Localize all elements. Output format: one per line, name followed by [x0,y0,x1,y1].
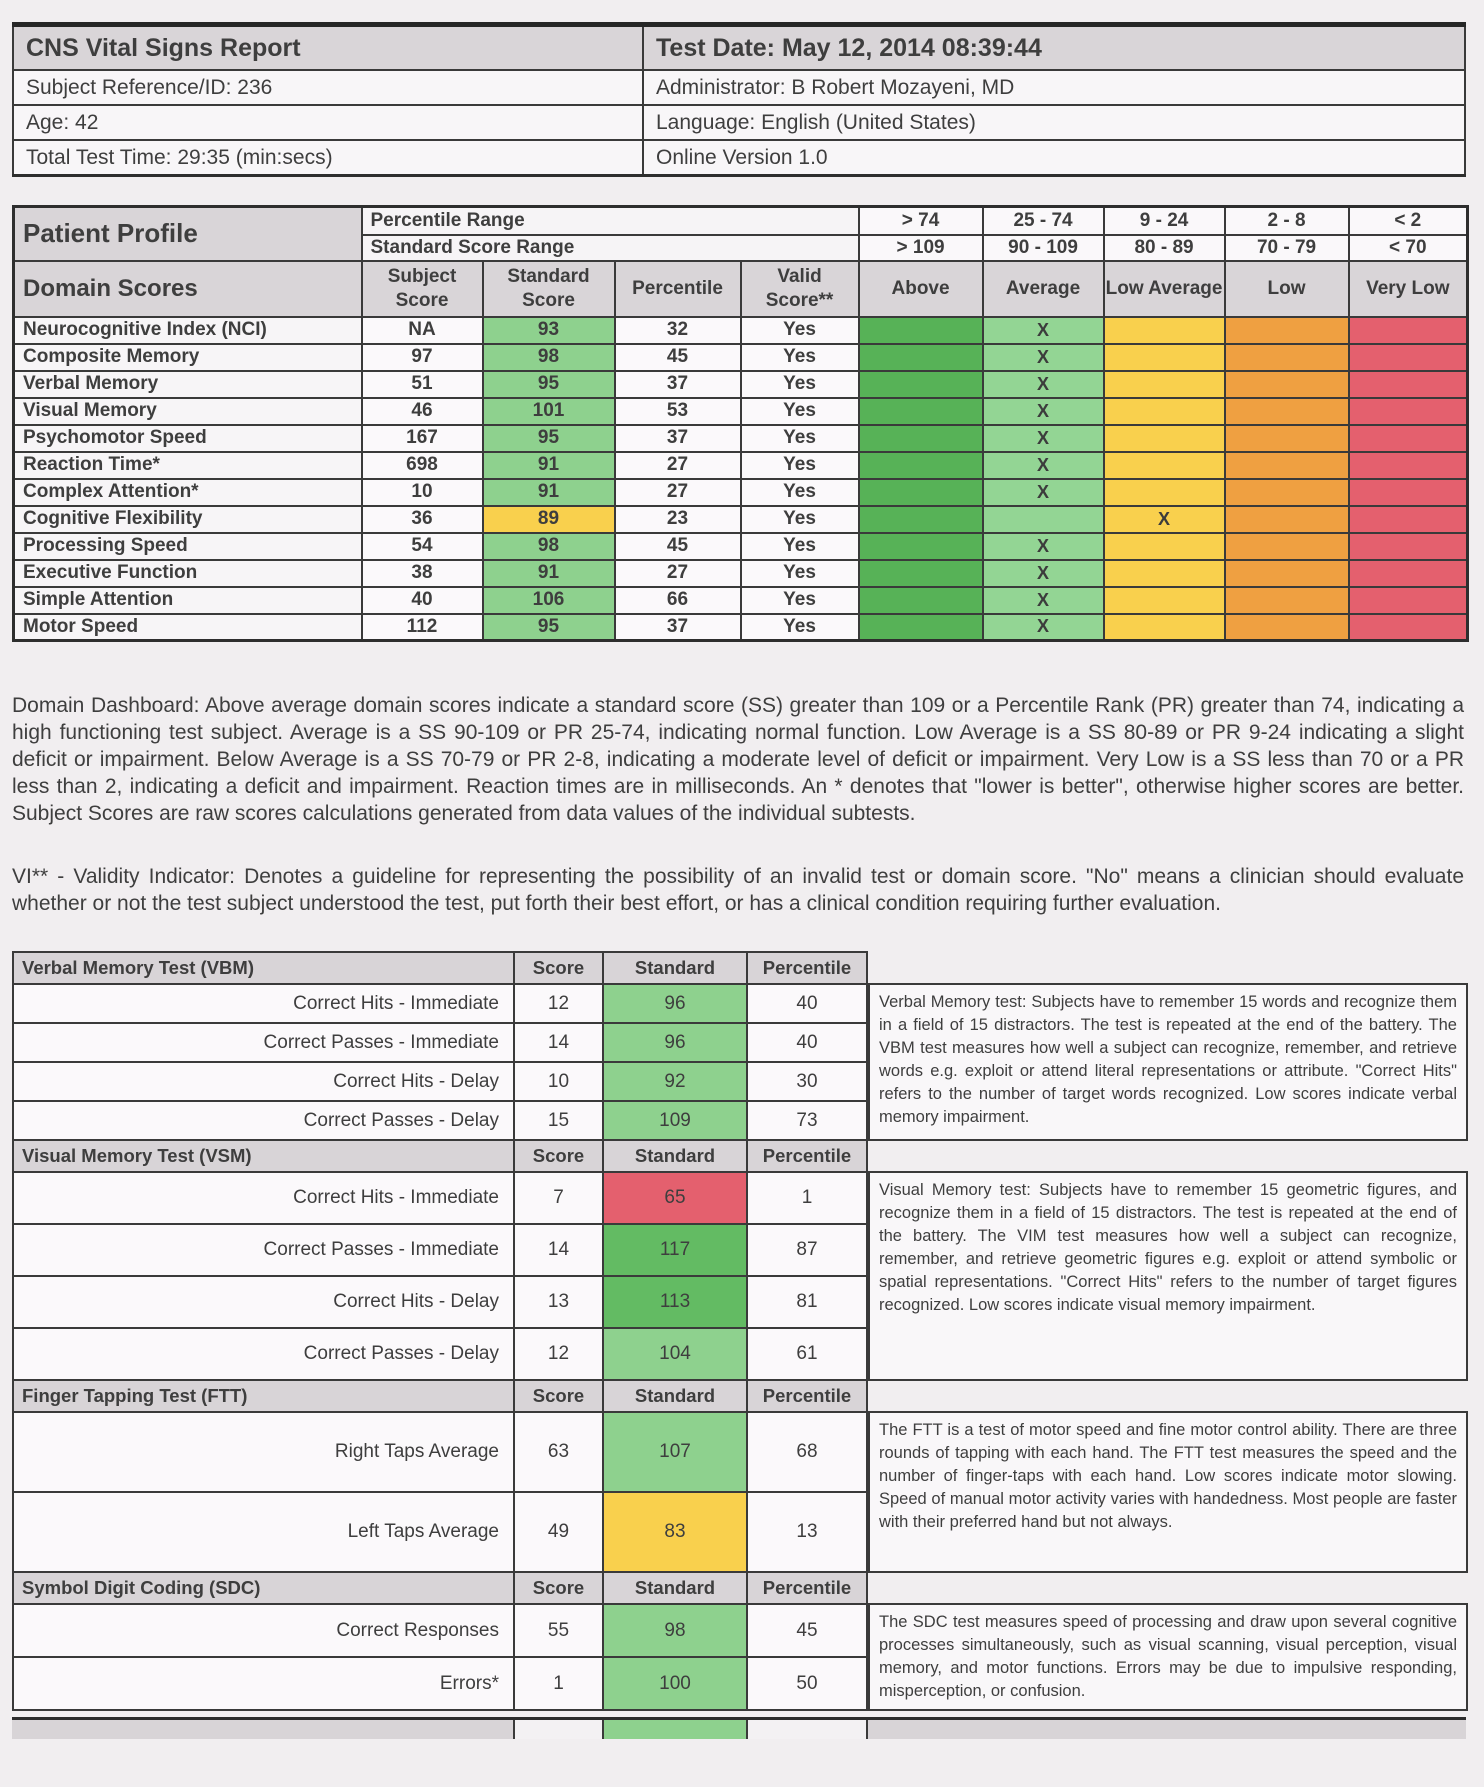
test-metric-label: Correct Passes - Immediate [13,1023,514,1062]
test-row [13,1328,867,1380]
standard-range-very-low: < 70 [1349,235,1468,261]
percentile-score: 37 [615,614,741,641]
standard-score: 91 [483,560,615,587]
header-info-left: Age: 42 [13,105,643,140]
test-standard-score: 92 [603,1062,747,1101]
test-standard-score: 109 [603,1101,747,1140]
test-standard-score: 96 [603,1023,747,1062]
test-metric-label: Left Taps Average [13,1492,514,1572]
percentile-score: 53 [615,398,741,425]
subject-score: 112 [362,614,483,641]
test-percentile: 40 [747,1023,867,1062]
test-row [13,1224,867,1276]
percentile-score: 37 [615,425,741,452]
report-header-table [12,22,1466,177]
category-header-low: Low [1225,261,1349,317]
percentile-score: 32 [615,317,741,344]
test-percentile: 50 [747,1657,867,1710]
category-cell-average: X [983,317,1104,344]
category-cell-low [1225,371,1349,398]
category-cell-low-average [1104,398,1225,425]
column-header-row [14,261,1468,317]
category-cell-low-average [1104,587,1225,614]
header-info-left: Total Test Time: 29:35 (min:secs) [13,140,643,176]
test-title: Verbal Memory Test (VBM) [13,952,514,984]
domain-scores-label: Domain Scores [14,261,362,317]
subject-score: 167 [362,425,483,452]
test-standard-score: 107 [603,1412,747,1492]
test-row [13,1101,867,1140]
category-cell-very-low [1349,479,1468,506]
test-row [13,1492,867,1572]
category-cell-low [1225,614,1349,641]
test-col-header: Score [514,952,603,984]
header-info-row [13,105,1465,140]
valid-score: Yes [741,587,859,614]
valid-score: Yes [741,479,859,506]
test-description-text: Visual Memory test: Subjects have to remember 15 geometric figures, and recognize them in a field of 15 distractors. The test is repeated at the end of the battery. The VIM test measures how well a subject can recognize, remember, and retrieve geometric figures e.g. exploit or attend symbolic or spatial representations. "Correct Hits" refers to the number of target figures recognized. Low scores indicate visual memory impairment. [879,1181,1457,1314]
header-info-right: Language: English (United States) [643,105,1465,140]
test-header-row [13,1380,867,1412]
test-percentile: 87 [747,1224,867,1276]
test-row [13,1062,867,1101]
valid-score-header: Valid Score** [741,261,859,317]
category-cell-average: X [983,371,1104,398]
category-cell-above [859,560,983,587]
report-title: CNS Vital Signs Report [13,25,643,71]
header-info-row [13,140,1465,176]
test-description-box [868,1171,1468,1381]
test-description-box [868,1411,1468,1573]
category-cell-low [1225,560,1349,587]
standard-score: 98 [483,533,615,560]
cutoff-next-section [12,1717,1466,1739]
category-cell-very-low [1349,560,1468,587]
category-cell-low-average: X [1104,506,1225,533]
percentile-range-average: 25 - 74 [983,207,1104,235]
category-cell-low-average [1104,425,1225,452]
domain-name: Processing Speed [14,533,362,560]
subject-score: 54 [362,533,483,560]
domain-name: Verbal Memory [14,371,362,398]
category-cell-above [859,371,983,398]
category-cell-above [859,425,983,452]
test-score: 14 [514,1224,603,1276]
category-cell-low [1225,479,1349,506]
domain-score-row [14,398,1468,425]
category-cell-low [1225,533,1349,560]
percentile-range-low: 2 - 8 [1225,207,1349,235]
test-percentile: 13 [747,1492,867,1572]
test-title: Symbol Digit Coding (SDC) [13,1572,514,1604]
category-cell-very-low [1349,506,1468,533]
test-standard-score: 98 [603,1604,747,1657]
category-cell-low-average [1104,344,1225,371]
test-metric-label: Correct Responses [13,1604,514,1657]
standard-score-header: Standard Score [483,261,615,317]
test-metric-label: Correct Passes - Delay [13,1101,514,1140]
test-col-header: Percentile [747,952,867,984]
valid-score: Yes [741,614,859,641]
domain-score-row [14,425,1468,452]
standard-range-low-average: 80 - 89 [1104,235,1225,261]
test-percentile: 81 [747,1276,867,1328]
category-cell-above [859,344,983,371]
percentile-score: 27 [615,560,741,587]
domain-name: Reaction Time* [14,452,362,479]
category-cell-average: X [983,560,1104,587]
test-title: Visual Memory Test (VSM) [13,1140,514,1172]
percentile-range-label: Percentile Range [362,207,859,235]
category-cell-low-average [1104,479,1225,506]
valid-score: Yes [741,506,859,533]
domain-name: Simple Attention [14,587,362,614]
category-cell-above [859,317,983,344]
test-row [13,1657,867,1710]
test-percentile: 40 [747,984,867,1023]
test-header-row [13,952,867,984]
test-standard-score: 104 [603,1328,747,1380]
category-cell-average: X [983,425,1104,452]
percentile-range-very-low: < 2 [1349,207,1468,235]
category-cell-very-low [1349,587,1468,614]
category-cell-average: X [983,452,1104,479]
standard-score: 98 [483,344,615,371]
test-description-box [868,1603,1468,1711]
test-section [12,1571,1470,1711]
percentile-range-row [14,207,1468,235]
domain-name: Executive Function [14,560,362,587]
category-cell-low [1225,506,1349,533]
domain-score-row [14,587,1468,614]
category-cell-low-average [1104,317,1225,344]
test-section [12,951,1470,1141]
category-cell-average: X [983,614,1104,641]
domain-name: Psychomotor Speed [14,425,362,452]
standard-range-label: Standard Score Range [362,235,859,261]
subject-score: 51 [362,371,483,398]
category-cell-very-low [1349,533,1468,560]
test-score: 1 [514,1657,603,1710]
test-col-header: Percentile [747,1380,867,1412]
category-cell-very-low [1349,344,1468,371]
header-info-right: Online Version 1.0 [643,140,1465,176]
test-section [12,1139,1470,1381]
test-description-box [868,983,1468,1141]
domain-score-row [14,452,1468,479]
percentile-score: 27 [615,479,741,506]
domain-score-row [14,560,1468,587]
test-score: 13 [514,1276,603,1328]
standard-score: 91 [483,452,615,479]
domain-score-row [14,479,1468,506]
test-metric-label: Errors* [13,1657,514,1710]
subject-score: NA [362,317,483,344]
cutoff-standard-area [602,1720,746,1739]
test-metric-label: Correct Passes - Delay [13,1328,514,1380]
subject-score: 10 [362,479,483,506]
domain-name: Motor Speed [14,614,362,641]
category-cell-low-average [1104,560,1225,587]
category-cell-above [859,614,983,641]
cutoff-percentile-area [746,1720,866,1739]
category-cell-low [1225,398,1349,425]
test-description-text: The SDC test measures speed of processing and draw upon several cognitive processes simultaneously, such as visual scanning, visual perception, visual memory, and motor functions. Errors may be due to impulsive responding, misperception, or confusion. [879,1613,1457,1700]
subject-score-header: Subject Score [362,261,483,317]
domain-name: Neurocognitive Index (NCI) [14,317,362,344]
category-cell-low-average [1104,452,1225,479]
percentile-header: Percentile [615,261,741,317]
standard-range-above: > 109 [859,235,983,261]
test-percentile: 1 [747,1172,867,1224]
test-score: 7 [514,1172,603,1224]
category-cell-very-low [1349,317,1468,344]
category-cell-average: X [983,344,1104,371]
test-score: 10 [514,1062,603,1101]
header-title-row [13,25,1465,71]
percentile-score: 66 [615,587,741,614]
domain-score-row [14,506,1468,533]
cutoff-description-area [866,1720,1466,1739]
category-cell-average: X [983,587,1104,614]
standard-score: 95 [483,614,615,641]
category-cell-low [1225,344,1349,371]
standard-score: 106 [483,587,615,614]
percentile-score: 45 [615,533,741,560]
test-score: 14 [514,1023,603,1062]
category-cell-above [859,533,983,560]
category-cell-low [1225,425,1349,452]
category-cell-low-average [1104,614,1225,641]
category-cell-low-average [1104,371,1225,398]
domain-name: Cognitive Flexibility [14,506,362,533]
standard-range-average: 90 - 109 [983,235,1104,261]
test-standard-score: 100 [603,1657,747,1710]
percentile-range-low-average: 9 - 24 [1104,207,1225,235]
category-cell-average: X [983,479,1104,506]
test-row [13,1023,867,1062]
domain-score-row [14,614,1468,641]
test-row [13,1604,867,1657]
test-row [13,1412,867,1492]
category-cell-very-low [1349,425,1468,452]
category-cell-very-low [1349,371,1468,398]
patient-profile-title: Patient Profile [14,207,362,261]
domain-name: Complex Attention* [14,479,362,506]
test-percentile: 45 [747,1604,867,1657]
test-standard-score: 117 [603,1224,747,1276]
category-cell-above [859,506,983,533]
test-metric-label: Correct Hits - Delay [13,1062,514,1101]
domain-dashboard-note: Domain Dashboard: Above average domain scores indicate a standard score (SS) greater than 109 or a Percentile Rank (PR) greater than 74, indicating a high functioning test subject. Average is a SS 90-109 or PR 25-74, indicating normal function. Low Average is a SS 80-89 or PR 9-24 indicating a slight deficit or impairment. Below Average is a SS 70-79 or PR 2-8, indicating a moderate level of deficit or impairment. Very Low is a SS less than 70 or a PR less than 2, indicating a deficit and impairment. Reaction times are in milliseconds. An * denotes that "lower is better", otherwise higher scores are better. Subject Scores are raw scores calculations generated from data values of the individual subtests. [12,694,1464,825]
standard-score: 95 [483,425,615,452]
valid-score: Yes [741,452,859,479]
cutoff-score-area [513,1720,602,1739]
test-score: 63 [514,1412,603,1492]
standard-score: 95 [483,371,615,398]
valid-score: Yes [741,344,859,371]
percentile-score: 27 [615,452,741,479]
valid-score: Yes [741,317,859,344]
domain-score-row [14,371,1468,398]
standard-score: 91 [483,479,615,506]
test-date: Test Date: May 12, 2014 08:39:44 [643,25,1465,71]
test-table [12,1379,868,1573]
valid-score: Yes [741,371,859,398]
category-header-low-average: Low Average [1104,261,1225,317]
cutoff-label-area [12,1720,513,1739]
percentile-score: 23 [615,506,741,533]
subject-score: 46 [362,398,483,425]
test-standard-score: 113 [603,1276,747,1328]
category-header-average: Average [983,261,1104,317]
test-standard-score: 96 [603,984,747,1023]
test-header-row [13,1572,867,1604]
test-col-header: Standard [603,1572,747,1604]
domain-score-row [14,533,1468,560]
domain-name: Composite Memory [14,344,362,371]
category-header-very-low: Very Low [1349,261,1468,317]
test-percentile: 68 [747,1412,867,1492]
header-info-row [13,70,1465,105]
subject-score: 40 [362,587,483,614]
test-standard-score: 83 [603,1492,747,1572]
domain-name: Visual Memory [14,398,362,425]
validity-indicator-note: VI** - Validity Indicator: Denotes a guideline for representing the possibility of an invalid test or domain score. "No" means a clinician should evaluate whether or not the test subject understood the test, put forth their best effort, or has a clinical condition requiring further evaluation. [12,865,1464,915]
test-score: 55 [514,1604,603,1657]
test-metric-label: Right Taps Average [13,1412,514,1492]
standard-score: 89 [483,506,615,533]
subject-score: 36 [362,506,483,533]
test-score: 12 [514,984,603,1023]
category-cell-low [1225,587,1349,614]
category-cell-average: X [983,533,1104,560]
test-score: 49 [514,1492,603,1572]
subject-score: 698 [362,452,483,479]
patient-profile-table [12,205,1469,642]
test-col-header: Percentile [747,1140,867,1172]
category-cell-average: X [983,398,1104,425]
domain-score-row [14,317,1468,344]
test-percentile: 73 [747,1101,867,1140]
test-row [13,1276,867,1328]
category-header-above: Above [859,261,983,317]
valid-score: Yes [741,425,859,452]
category-cell-average [983,506,1104,533]
test-col-header: Percentile [747,1572,867,1604]
test-metric-label: Correct Hits - Immediate [13,984,514,1023]
test-metric-label: Correct Hits - Delay [13,1276,514,1328]
test-metric-label: Correct Passes - Immediate [13,1224,514,1276]
domain-score-row [14,344,1468,371]
test-col-header: Standard [603,1140,747,1172]
standard-score: 101 [483,398,615,425]
test-title: Finger Tapping Test (FTT) [13,1380,514,1412]
percentile-score: 37 [615,371,741,398]
standard-score: 93 [483,317,615,344]
category-cell-very-low [1349,398,1468,425]
test-description-text: The FTT is a test of motor speed and fine motor control ability. There are three rounds of tapping with each hand. The FTT test measures the speed and the number of finger-taps with each hand. Low scores indicate motor slowing. Speed of manual motor activity varies with handedness. Most people are faster with their preferred hand but not always. [879,1421,1457,1531]
subtest-tables [12,951,1484,1711]
test-header-row [13,1140,867,1172]
test-col-header: Score [514,1380,603,1412]
test-standard-score: 65 [603,1172,747,1224]
category-cell-very-low [1349,614,1468,641]
test-table [12,951,868,1141]
category-cell-above [859,398,983,425]
category-cell-low [1225,452,1349,479]
test-description-text: Verbal Memory test: Subjects have to remember 15 words and recognize them in a field of 15 distractors. The test is repeated at the end of the battery. The VBM test measures how well a subject can recognize, remember, and retrieve words e.g. exploit or attend literal representations or attribute. "Correct Hits" refers to the number of target words recognized. Low scores indicate verbal memory impairment. [879,993,1457,1126]
valid-score: Yes [741,533,859,560]
test-row [13,1172,867,1224]
percentile-range-above: > 74 [859,207,983,235]
category-cell-very-low [1349,452,1468,479]
test-row [13,984,867,1023]
standard-range-low: 70 - 79 [1225,235,1349,261]
category-cell-above [859,452,983,479]
subject-score: 38 [362,560,483,587]
percentile-score: 45 [615,344,741,371]
subject-score: 97 [362,344,483,371]
test-percentile: 30 [747,1062,867,1101]
test-col-header: Standard [603,952,747,984]
category-cell-above [859,587,983,614]
category-cell-low [1225,317,1349,344]
test-col-header: Standard [603,1380,747,1412]
category-cell-above [859,479,983,506]
test-percentile: 61 [747,1328,867,1380]
test-section [12,1379,1470,1573]
test-table [12,1571,868,1711]
header-info-right: Administrator: B Robert Mozayeni, MD [643,70,1465,105]
valid-score: Yes [741,560,859,587]
test-score: 12 [514,1328,603,1380]
test-score: 15 [514,1101,603,1140]
test-col-header: Score [514,1140,603,1172]
test-metric-label: Correct Hits - Immediate [13,1172,514,1224]
valid-score: Yes [741,398,859,425]
header-info-left: Subject Reference/ID: 236 [13,70,643,105]
category-cell-low-average [1104,533,1225,560]
test-col-header: Score [514,1572,603,1604]
test-table [12,1139,868,1381]
